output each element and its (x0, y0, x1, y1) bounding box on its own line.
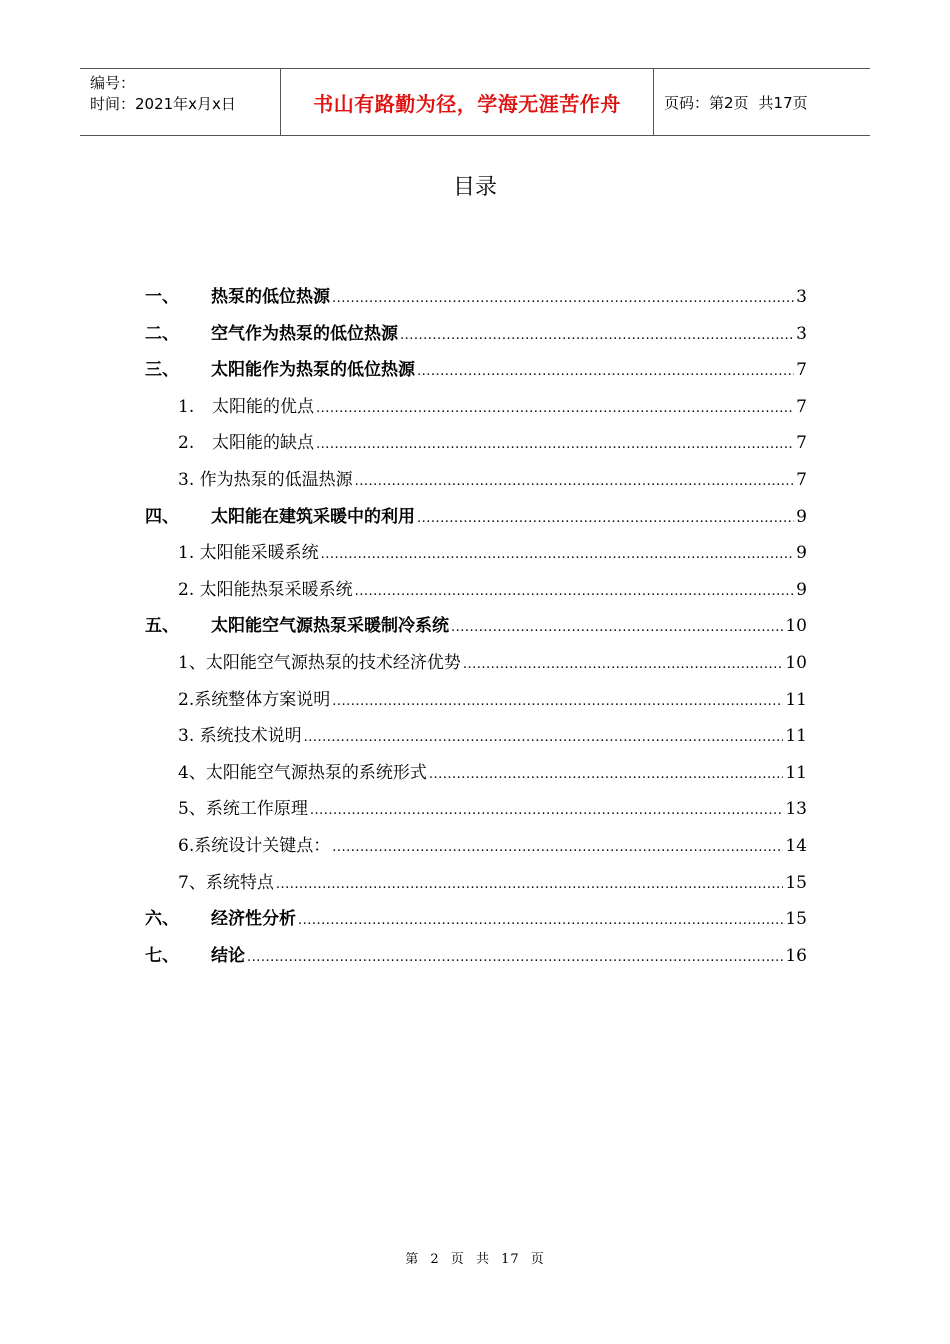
toc-entry-text: 太阳能空气源热泵采暖制冷系统 (211, 616, 449, 637)
footer-word: 页 (530, 1252, 545, 1267)
toc-leader (298, 909, 783, 929)
toc-leader (417, 360, 794, 380)
toc-entry-page: 10 (785, 652, 807, 673)
toc-entry-page: 11 (785, 689, 807, 710)
toc-subentry[interactable] (145, 392, 807, 429)
header-page-current: 页码：第2页 (664, 93, 749, 112)
toc-entry-text: 7、系统特点 (178, 872, 274, 893)
toc-entry-text: 热泵的低位热源 (211, 287, 330, 307)
toc-subentry[interactable] (145, 685, 807, 722)
toc-leader (321, 543, 795, 563)
toc-leader (316, 433, 794, 453)
toc-subentry[interactable] (145, 794, 807, 831)
toc-subentry[interactable] (145, 758, 807, 795)
doc-number-label: 编号： (90, 74, 136, 92)
toc-entry-text: 太阳能的缺点 (212, 433, 314, 454)
toc-leader (332, 836, 783, 856)
toc-entry-text: 3. 作为热泵的低温热源 (178, 469, 353, 490)
page-footer (0, 1248, 950, 1267)
toc-entry-text: 结论 (211, 945, 245, 966)
header-slogan: 书山有路勤为径，学海无涯苦作舟 (313, 91, 621, 116)
footer-total-pages: 17 (501, 1252, 520, 1267)
toc-entry-page: 15 (785, 909, 807, 930)
toc-entry-page: 10 (785, 616, 807, 637)
toc-leader (400, 324, 794, 344)
toc-entry-page: 11 (785, 726, 807, 747)
toc-entry-page: 14 (785, 835, 807, 856)
toc-entry-number: 七、 (145, 945, 179, 966)
toc-entry-text: 2.系统整体方案说明 (178, 689, 331, 710)
toc-entry[interactable] (145, 502, 807, 539)
toc-entry-number: 六、 (145, 909, 179, 930)
toc-subentry[interactable] (145, 575, 807, 612)
toc-entry-page: 16 (785, 945, 807, 966)
toc-subentry[interactable] (145, 538, 807, 575)
toc-entry-page: 9 (796, 506, 807, 527)
toc-entry-page: 9 (796, 543, 807, 564)
toc-leader (355, 470, 795, 490)
toc-subentry[interactable] (145, 648, 807, 685)
toc-entry-text: 经济性分析 (211, 909, 296, 930)
header-page-total: 共17页 (758, 93, 808, 112)
toc-entry[interactable] (145, 941, 807, 978)
toc-entry-page: 15 (785, 872, 807, 893)
toc-leader (429, 763, 784, 783)
footer-word: 页 (450, 1252, 465, 1267)
toc-leader (304, 726, 784, 746)
toc-entry[interactable] (145, 355, 807, 392)
toc-entry-number: 五、 (145, 616, 179, 637)
toc-entry-text: 太阳能在建筑采暖中的利用 (211, 506, 415, 527)
toc-entry-page: 7 (796, 396, 807, 417)
toc-entry-text: 5、系统工作原理 (178, 799, 308, 820)
toc-leader (247, 946, 783, 966)
toc-entry-text: 2. 太阳能热泵采暖系统 (178, 579, 353, 600)
toc-entry-text: 1. 太阳能采暖系统 (178, 543, 319, 564)
toc-subentry[interactable] (145, 721, 807, 758)
toc-subentry[interactable] (145, 831, 807, 868)
footer-page-number: 2 (430, 1252, 440, 1267)
toc-entry-number: 一、 (145, 287, 179, 307)
toc-entry-page: 7 (796, 469, 807, 490)
toc-entry-page: 7 (796, 360, 807, 381)
toc-entry-page: 9 (796, 579, 807, 600)
toc-entry-number: 四、 (145, 506, 179, 527)
toc-leader (316, 397, 794, 417)
page-header (80, 68, 870, 136)
toc-entry[interactable] (145, 904, 807, 941)
toc-entry-page: 3 (796, 323, 807, 344)
toc-entry-page: 3 (796, 287, 807, 307)
toc-entry-number: 2. (178, 433, 195, 454)
toc-leader (276, 873, 784, 893)
toc-entry[interactable] (145, 611, 807, 648)
toc-leader (332, 287, 794, 307)
header-left-cell (80, 69, 281, 135)
toc-subentry[interactable] (145, 428, 807, 465)
toc-entry-text: 太阳能的优点 (212, 396, 314, 417)
toc-entry[interactable] (145, 282, 807, 319)
toc-leader (355, 580, 795, 600)
toc-leader (332, 690, 783, 710)
toc-entry-number: 二、 (145, 323, 179, 344)
toc-entry-page: 13 (785, 799, 807, 820)
footer-word: 共 (475, 1252, 490, 1267)
toc-entry-text: 空气作为热泵的低位热源 (211, 323, 398, 344)
toc-entry-text: 6.系统设计关键点： (178, 835, 331, 856)
toc-entry-text: 太阳能作为热泵的低位热源 (211, 360, 415, 381)
toc-entry-text: 4、太阳能空气源热泵的系统形式 (178, 762, 427, 783)
toc-entry-number: 三、 (145, 360, 179, 381)
header-slogan-cell (281, 69, 654, 135)
toc-entry-number: 1. (178, 396, 195, 417)
header-page-info (654, 69, 870, 135)
toc-leader (417, 507, 794, 527)
toc-leader (451, 616, 783, 636)
toc-entry-text: 3. 系统技术说明 (178, 726, 302, 747)
toc-subentry[interactable] (145, 465, 807, 502)
toc-entry-page: 7 (796, 433, 807, 454)
toc-leader (463, 653, 784, 673)
toc-entry-text: 1、太阳能空气源热泵的技术经济优势 (178, 652, 461, 673)
footer-word: 第 (405, 1252, 420, 1267)
page-title: 目录 (452, 175, 497, 200)
toc-entry[interactable] (145, 319, 807, 356)
doc-time-label: 时间：2021年x月x日 (90, 95, 236, 113)
table-of-contents (145, 282, 807, 977)
toc-subentry[interactable] (145, 868, 807, 905)
toc-entry-page: 11 (785, 762, 807, 783)
toc-leader (310, 799, 784, 819)
